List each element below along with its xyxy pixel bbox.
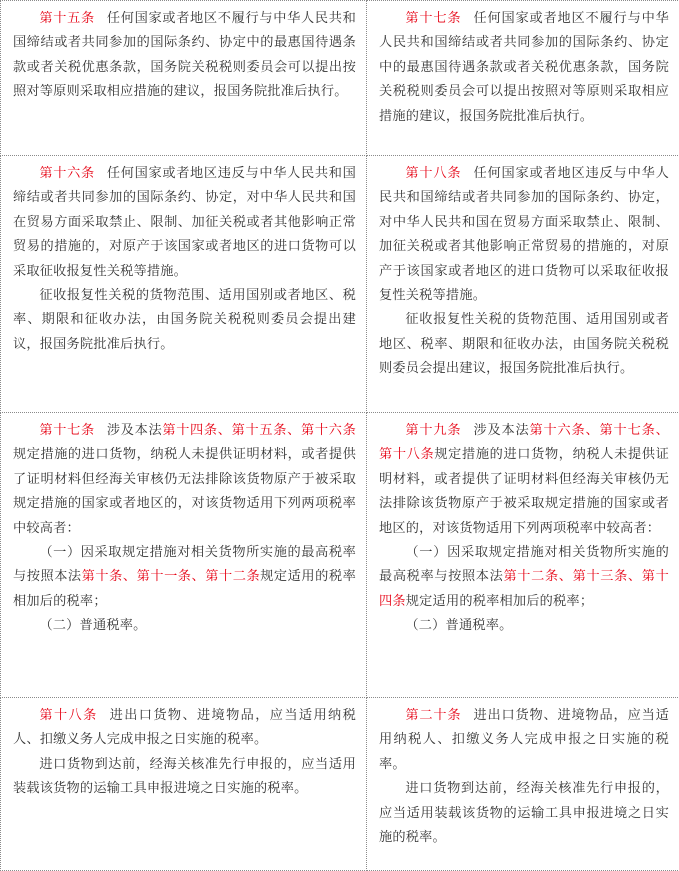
law-paragraph (13, 753, 356, 802)
law-text: 规定适用的税率相加后的税率； (13, 569, 356, 608)
old-law-cell (1, 1, 367, 156)
law-paragraph (13, 7, 356, 105)
table-row (1, 413, 679, 698)
law-text: 进出口货物、进境物品，应当适用纳税人、扣缴义务人完成申报之日实施的税率。 (379, 708, 669, 772)
new-law-cell (367, 156, 679, 413)
law-text: （一）因采取规定措施对相关货物所实施的最高税率与按照本法 (13, 545, 356, 584)
article-number: 第十五条 (39, 11, 94, 26)
law-paragraph (13, 541, 356, 614)
law-text: 涉及本法 (107, 423, 162, 438)
old-law-cell (1, 413, 367, 698)
article-number: 第十七条 (405, 11, 461, 26)
law-text: 进出口货物、进境物品，应当适用纳税人、扣缴义务人完成申报之日实施的税率。 (13, 708, 356, 747)
article-number: 第十六条 (39, 166, 94, 181)
law-text: （二）普通税率。 (39, 618, 146, 633)
law-paragraph (379, 541, 669, 614)
cross-reference: 第十条、第十一条、第十二条 (82, 569, 261, 584)
law-paragraph (379, 308, 669, 381)
article-number: 第十八条 (405, 166, 461, 181)
law-paragraph (13, 419, 356, 541)
law-paragraph (379, 162, 669, 308)
old-law-cell (1, 156, 367, 413)
law-text: 进口货物到达前，经海关核准先行申报的，应当适用装载该货物的运输工具申报进境之日实施的税率。 (379, 781, 669, 845)
table-row (1, 1, 679, 156)
law-paragraph (13, 284, 356, 357)
article-number: 第十九条 (405, 423, 461, 438)
law-text: 征收报复性关税的货物范围、适用国别或者地区、税率、期限和征收办法，由国务院关税税则委员会提出建议，报国务院批准后执行。 (379, 312, 669, 376)
law-paragraph (379, 419, 669, 541)
law-text: （一）因采取规定措施对相关货物所实施的最高税率与按照本法 (379, 545, 669, 584)
law-text: （二）普通税率。 (405, 618, 512, 633)
new-law-cell (367, 1, 679, 156)
new-law-cell (367, 698, 679, 871)
law-paragraph (379, 614, 669, 638)
law-text: 进口货物到达前，经海关核准先行申报的，应当适用装载该货物的运输工具申报进境之日实施的税率。 (13, 757, 356, 796)
cross-reference: 第十六条、第十七条、第十八条 (379, 423, 669, 462)
law-text: 任何国家或者地区违反与中华人民共和国缔结或者共同参加的国际条约、协定，对中华人民共和国在贸易方面采取禁止、限制、加征关税或者其他影响正常贸易的措施的，对原产于该国家或者地区的进口货物可以采取征收报复性关税等措施。 (379, 166, 669, 303)
law-paragraph (13, 162, 356, 284)
law-text: 任何国家或者地区违反与中华人民共和国缔结或者共同参加的国际条约、协定，对中华人民共和国在贸易方面采取禁止、限制、加征关税或者其他影响正常贸易的措施的，对原产于该国家或者地区的进口货物可以采取征收报复性关税等措施。 (13, 166, 356, 279)
law-text: 规定适用的税率相加后的税率； (406, 594, 593, 609)
law-text: 规定措施的进口货物，纳税人未提供证明材料，或者提供了证明材料但经海关审核仍无法排除该货物原产于被采取规定措施的国家或者地区的，对该货物适用下列两项税率中较高者： (13, 447, 356, 535)
cross-reference: 第十四条、第十五条、第十六条 (162, 423, 356, 438)
article-number: 第十八条 (39, 708, 97, 723)
table-row (1, 156, 679, 413)
law-paragraph (379, 777, 669, 850)
old-law-cell (1, 698, 367, 871)
law-paragraph (13, 614, 356, 638)
table-row (1, 698, 679, 871)
law-text: 征收报复性关税的货物范围、适用国别或者地区、税率、期限和征收办法，由国务院关税税则委员会提出建议，报国务院批准后执行。 (13, 288, 356, 352)
article-number: 第二十条 (405, 708, 461, 723)
law-paragraph (13, 704, 356, 753)
law-text: 规定措施的进口货物，纳税人未提供证明材料，或者提供了证明材料但经海关审核仍无法排除该货物原产于被采取规定措施的国家或者地区的，对该货物适用下列两项税率中较高者： (379, 447, 669, 535)
cross-reference: 第十二条、第十三条、第十四条 (379, 569, 669, 608)
law-paragraph (379, 704, 669, 777)
law-text: 任何国家或者地区不履行与中华人民共和国缔结或者共同参加的国际条约、协定中的最惠国待遇条款或者关税优惠条款，国务院关税税则委员会可以提出按照对等原则采取相应措施的建议，报国务院批准后执行。 (379, 11, 669, 124)
law-text: 任何国家或者地区不履行与中华人民共和国缔结或者共同参加的国际条约、协定中的最惠国待遇条款或者关税优惠条款，国务院关税税则委员会可以提出按照对等原则采取相应措施的建议，报国务院批准后执行。 (13, 11, 356, 99)
law-text: 涉及本法 (473, 423, 529, 438)
new-law-cell (367, 413, 679, 698)
article-number: 第十七条 (39, 423, 94, 438)
law-paragraph (379, 7, 669, 129)
